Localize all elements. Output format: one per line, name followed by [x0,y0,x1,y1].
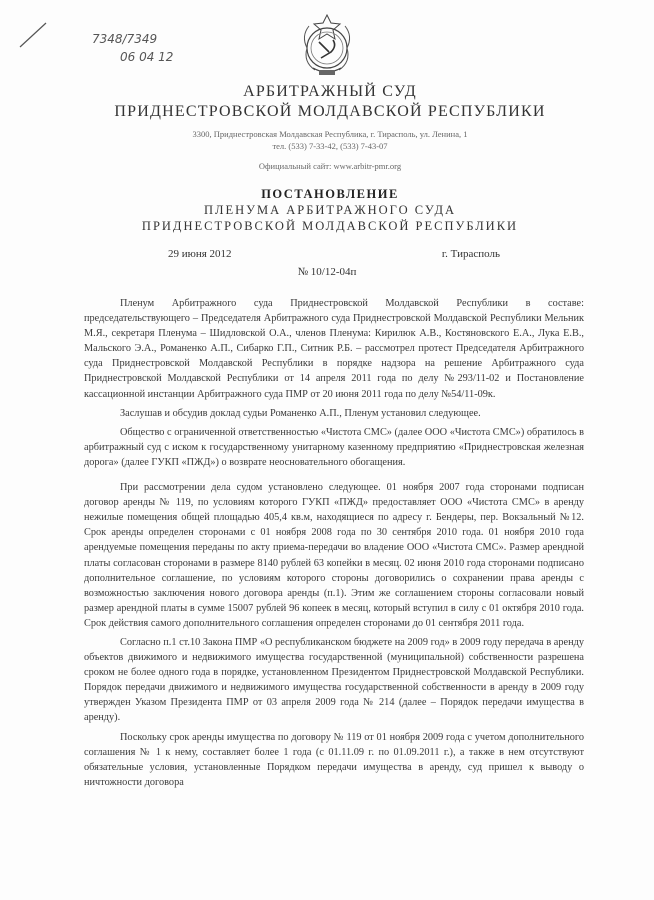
handwritten-registration [92,30,173,66]
handwritten-number: 7348/7349 [92,32,158,46]
court-name-line1: АРБИТРАЖНЫЙ СУД [243,83,417,100]
paragraph: Пленум Арбитражного суда Приднестровской Молдавской Республики в составе: председательствующего – Председателя Арбитражного суда Приднестровской Молдавской Республики Мельник М.Я., секретаря Пленума – Шидловской О.А., членов Пленума: Кирилюк А.В., Костяновского Е.А., Лука Е.В., Мальского Э.А., Романенко А.П., Сибарко Г.П., Ситник Р.Б. – рассмотрел протест Председателя Арбитражного суда Приднестровской Молдавской Республики в порядке надзора на решение Арбитражного суда Приднестровской Молдавской Республики от 14 апреля 2011 года по делу №293/11-02 и Постановление кассационной инстанции Арбитражного суда ПМР от 20 июня 2011 года по делу №54/11-09к. [84,298,584,400]
paragraph: Согласно п.1 ст.10 Закона ПМР «О республиканском бюджете на 2009 год» в 2009 году передача в аренду объектов движимого и недвижимого имущества государственной (муниципальной) собственности разрешена сроком не более одного года в порядке, установленном Президентом Приднестровской Молдавской Республики. Порядок передачи движимого и недвижимого имущества государственной собственности в аренду в 2009 году утвержден Указом Президента ПМР от 03 апреля 2009 года № 214 (далее – Порядок передачи имущества в аренду). [84,636,584,724]
decree-body [84,296,584,794]
paragraph: Поскольку срок аренды имущества по договору № 119 от 01 ноября 2009 года с учетом дополнительного соглашения № 1 к нему, составляет более 1 года (с 01.11.09 г. по 01.09.2011 г.), а также в нем отсутствуют обязательные условия, установленные Порядком передачи имущества в аренду, суд пришел к выводу о ничтожности договора [84,731,584,788]
court-header [70,82,590,171]
court-website: Официальный сайт: www.arbitr-pmr.org [258,161,402,171]
paragraph: Заслушав и обсудив доклад судьи Романенко А.П., Пленум установил следующее. [120,407,481,419]
decree-title [70,186,590,234]
paragraph: Общество с ограниченной ответственностью «Чистота СМС» (далее ООО «Чистота СМС») обратилось в арбитражный суд с иском к государственному унитарному казенному предприятию «Приднестровская железная дорога» (далее ГУКП «ПЖД») о возврате неосновательного обогащения. [84,426,584,468]
decree-city: г. Тирасполь [441,248,500,260]
state-emblem-icon [289,12,365,78]
decree-title-line3: ПРИДНЕСТРОВСКОЙ МОЛДАВСКОЙ РЕСПУБЛИКИ [141,219,519,233]
pen-stroke-mark [18,20,58,50]
date-place-line [168,248,500,260]
address-line: 3300, Приднестровская Молдавская Республика, г. Тирасполь, ул. Ленина, 1 [192,129,468,139]
decree-title-line1: ПОСТАНОВЛЕНИЕ [261,187,399,201]
decree-title-line2: ПЛЕНУМА АРБИТРАЖНОГО СУДА [203,203,457,217]
phone-line: тел. (533) 7-33-42, (533) 7-43-07 [272,141,388,151]
decree-date: 29 июня 2012 [168,248,232,260]
court-address [70,128,590,152]
handwritten-date: 06 04 12 [120,50,174,64]
paragraph: При рассмотрении дела судом установлено следующее. 01 ноября 2007 года сторонами подписан договор аренды № 119, по условиям которого ГУКП «ПЖД» предоставляет ООО «Чистота СМС» в аренду нежилые помещения общей площадью 405,4 кв.м, находящиеся по адресу г. Бендеры, пер. Вокзальный №12. Срок аренды определен сторонами с 01 ноября 2008 года по 30 сентября 2010 года. 01 ноября 2010 года арендуемые помещения переданы по акту приема-передачи во владение ООО «Чистота СМС». Размер арендной платы согласован сторонами в размере 8140 рублей 63 копейки в месяц. 02 июня 2010 года сторонами подписано дополнительное соглашение, по условиям которого стороны договорились о сохранении права аренды с возможностью заключения нового договора аренды (п.1). Этим же соглашением стороны согласовали новый размер арендной платы в сумме 15007 рублей 96 копеек в месяц, который вступил в силу с 01 октября 2010 года. Срок действия самого дополнительного соглашения определен сторонами до 01 сентября 2011 года. [84,482,584,629]
decree-number: № 10/12-04п [297,266,357,278]
court-name-line2: ПРИДНЕСТРОВСКОЙ МОЛДАВСКОЙ РЕСПУБЛИКИ [114,103,546,120]
